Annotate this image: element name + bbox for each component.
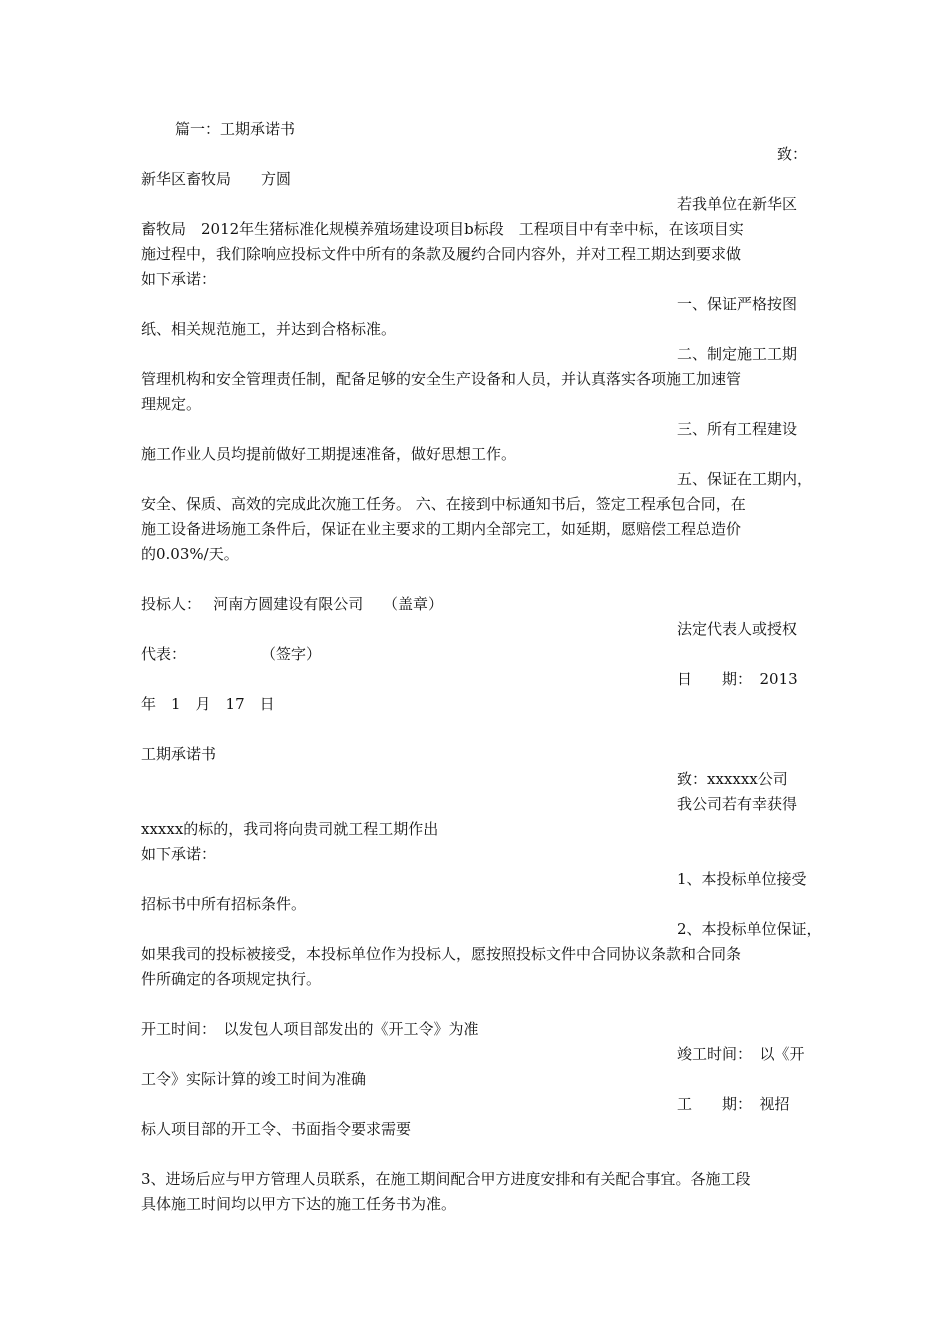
doc1-item5-line: 的0.03%/天。 [141, 545, 239, 563]
doc2-period-line: 工 期： 视招 [677, 1095, 790, 1113]
doc2-item2-line: 如果我司的投标被接受，本投标单位作为投标人，愿按照投标文件中合同协议条款和合同条 [141, 945, 742, 963]
doc1-paragraph-line: 施过程中，我们除响应投标文件中所有的条款及履约合同内容外，并对工程工期达到要求做 [141, 245, 742, 263]
doc1-paragraph-line: 畜牧局 2012年生猪标准化规模养殖场建设项目b标段 工程项目中有幸中标，在该项目实 [141, 220, 744, 238]
doc1-item5-line: 安全、保质、高效的完成此次施工任务。 六、在接到中标通知书后，签定工程承包合同，在 [141, 495, 746, 513]
doc2-item1-line: 招标书中所有招标条件。 [141, 895, 307, 913]
doc2-to: 致：xxxxxx公司 [677, 770, 788, 788]
doc2-finish-time-line: 竣工时间： 以《开 [677, 1045, 805, 1063]
doc1-bidder: 投标人： 河南方圆建设有限公司 （盖章） [141, 595, 444, 613]
doc1-date-line: 日 期： 2013 [677, 670, 798, 688]
doc1-item2-line: 二、制定施工工期 [677, 345, 798, 363]
doc1-date-line: 年 1 月 17 日 [141, 695, 275, 713]
doc2-item3-line: 具体施工时间均以甲方下达的施工任务书为准。 [141, 1195, 457, 1213]
doc2-item2-line: 2、本投标单位保证， [677, 920, 822, 938]
doc1-item2-line: 管理机构和安全管理责任制，配备足够的安全生产设备和人员，并认真落实各项施工加速管 [141, 370, 742, 388]
doc2-paragraph-line: xxxxx的标的，我司将向贵司就工程工期作出 [141, 820, 439, 838]
doc2-item2-line: 件所确定的各项规定执行。 [141, 970, 322, 988]
doc2-start-time: 开工时间： 以发包人项目部发出的《开工令》为准 [141, 1020, 479, 1038]
doc1-item1-line: 纸、相关规范施工，并达到合格标准。 [141, 320, 397, 338]
doc1-item5-line: 施工设备进场施工条件后，保证在业主要求的工期内全部完工，如延期，愿赔偿工程总造价 [141, 520, 742, 538]
doc2-item3-line: 3、进场后应与甲方管理人员联系，在施工期间配合甲方进度安排和有关配合事宜。各施工段 [141, 1170, 751, 1188]
doc1-item5-line: 五、保证在工期内， [677, 470, 813, 488]
doc1-to-label: 致： [777, 145, 808, 163]
doc1-recipient: 新华区畜牧局 方圆 [141, 170, 292, 188]
doc1-item1-line: 一、保证严格按图 [677, 295, 798, 313]
doc1-item3-line: 施工作业人员均提前做好工期提速准备，做好思想工作。 [141, 445, 517, 463]
doc1-heading: 篇一：工期承诺书 [175, 120, 296, 138]
doc1-item3-line: 三、所有工程建设 [677, 420, 798, 438]
doc2-item1-line: 1、本投标单位接受 [677, 870, 807, 888]
doc1-representative-line: 代表： （签字） [141, 645, 322, 663]
doc2-paragraph-line: 我公司若有幸获得 [677, 795, 798, 813]
doc2-paragraph-line: 如下承诺： [141, 845, 217, 863]
doc2-heading: 工期承诺书 [141, 745, 217, 763]
doc2-finish-time-line: 工令》实际计算的竣工时间为准确 [141, 1070, 367, 1088]
doc1-item2-line: 理规定。 [141, 395, 202, 413]
doc2-period-line: 标人项目部的开工令、书面指令要求需要 [141, 1120, 412, 1138]
doc1-paragraph-line: 如下承诺： [141, 270, 217, 288]
doc1-representative-line: 法定代表人或授权 [677, 620, 798, 638]
doc1-paragraph-line: 若我单位在新华区 [677, 195, 798, 213]
